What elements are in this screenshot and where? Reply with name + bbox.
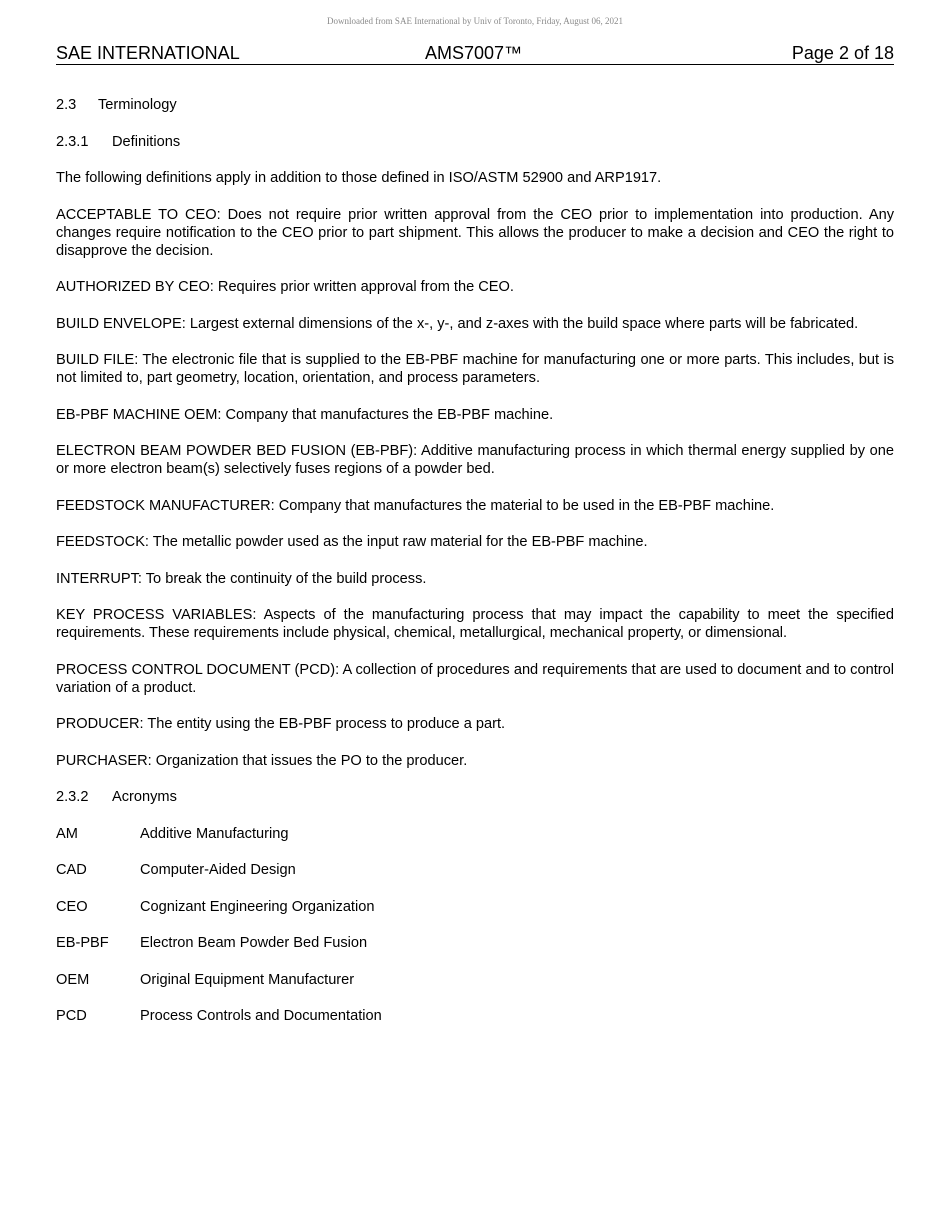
acronym-abbreviation: PCD (56, 1008, 87, 1024)
definition-authorized-by-ceo: AUTHORIZED BY CEO: Requires prior written approval from the CEO. (56, 279, 514, 295)
definition-interrupt: INTERRUPT: To break the continuity of the build process. (56, 570, 427, 587)
download-watermark: Downloaded from SAE International by Univ of Toronto, Friday, August 06, 2021 (326, 16, 624, 26)
page-header (56, 43, 894, 65)
section-number: 2.3 (56, 97, 77, 113)
definition-eb-pbf-machine-oem: EB-PBF MACHINE OEM: Company that manufactures the EB-PBF machine. (56, 406, 554, 423)
definition-build-envelope: BUILD ENVELOPE: Largest external dimensions of the x-, y-, and z-axes with the build space where parts will be fabricated. (56, 315, 859, 332)
section-heading-acronyms (56, 788, 894, 806)
section-title: Terminology (98, 97, 177, 113)
section-title: Definitions (112, 133, 181, 150)
acronym-meaning: Process Controls and Documentation (140, 1008, 382, 1024)
definition-electron-beam-powder-bed-fusion: ELECTRON BEAM POWDER BED FUSION (EB-PBF): Additive manufacturing process in which thermal energy supplied by one or more electron beam(s) selectively fuses regions of a powder bed. (56, 443, 894, 477)
acronym-row (56, 861, 894, 879)
definitions-intro: The following definitions apply in addition to those defined in ISO/ASTM 52900 and ARP1917. (56, 170, 662, 186)
acronym-abbreviation: CEO (56, 898, 88, 915)
acronym-meaning: Computer-Aided Design (140, 862, 296, 878)
acronym-row (56, 971, 894, 989)
acronym-abbreviation: AM (56, 825, 78, 842)
section-number: 2.3.1 (56, 133, 89, 150)
header-document-number: AMS7007™ (425, 43, 523, 63)
document-body (56, 96, 894, 1044)
section-number: 2.3.2 (56, 789, 89, 805)
definition-acceptable-to-ceo: ACCEPTABLE TO CEO: Does not require prior written approval from the CEO prior to implementation into production. Any changes require notification to the CEO prior to part shipment. This allows the producer to make a decision and CEO the right to disapprove the decision. (56, 206, 894, 259)
section-heading-definitions (56, 133, 894, 151)
acronym-abbreviation: OEM (56, 971, 90, 988)
acronym-meaning: Cognizant Engineering Organization (140, 898, 375, 915)
definition-process-control-document: PROCESS CONTROL DOCUMENT (PCD): A collection of procedures and requirements that are used to document and to control variation of a product. (56, 661, 894, 696)
definition-purchaser: PURCHASER: Organization that issues the PO to the producer. (56, 752, 468, 769)
acronym-meaning: Electron Beam Powder Bed Fusion (140, 935, 368, 951)
definition-build-file: BUILD FILE: The electronic file that is supplied to the EB-PBF machine for manufacturing one or more parts. This includes, but is not limited to, part geometry, location, orientation, and process parameters. (56, 352, 894, 386)
acronym-row (56, 898, 894, 916)
acronym-row (56, 1007, 894, 1025)
definition-producer: PRODUCER: The entity using the EB-PBF process to produce a part. (56, 716, 506, 732)
definition-feedstock-manufacturer: FEEDSTOCK MANUFACTURER: Company that manufactures the material to be used in the EB-PBF machine. (56, 497, 775, 514)
acronym-row (56, 934, 894, 952)
section-title: Acronyms (112, 789, 177, 805)
header-page-number: Page 2 of 18 (791, 43, 894, 63)
acronym-abbreviation: EB-PBF (56, 935, 109, 951)
section-heading-terminology (56, 96, 894, 114)
definition-key-process-variables: KEY PROCESS VARIABLES: Aspects of the manufacturing process that may impact the capability to meet the specified requirements. These requirements include physical, chemical, metallurgical, mechanical property, or dimensional. (56, 607, 894, 641)
header-organization: SAE INTERNATIONAL (56, 43, 240, 63)
acronym-meaning: Original Equipment Manufacturer (140, 971, 355, 988)
acronym-meaning: Additive Manufacturing (140, 825, 289, 842)
definition-feedstock: FEEDSTOCK: The metallic powder used as the input raw material for the EB-PBF machine. (56, 534, 648, 550)
acronym-abbreviation: CAD (56, 862, 87, 878)
acronym-row (56, 825, 894, 843)
